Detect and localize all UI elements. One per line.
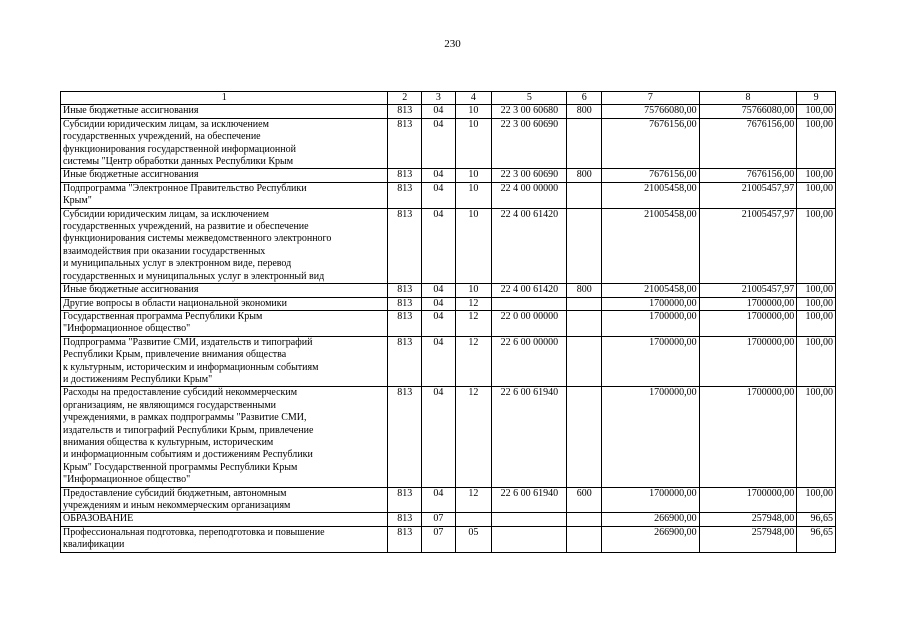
row-expense-type bbox=[567, 526, 602, 552]
row-executed-amount: 7676156,00 bbox=[699, 169, 797, 182]
row-percent: 100,00 bbox=[797, 336, 836, 387]
row-subsection: 10 bbox=[455, 105, 492, 118]
row-expense-type bbox=[567, 297, 602, 310]
row-executed-amount: 21005457,97 bbox=[699, 208, 797, 283]
row-executed-amount: 1700000,00 bbox=[699, 310, 797, 336]
row-percent: 100,00 bbox=[797, 387, 836, 487]
row-subsection: 10 bbox=[455, 182, 492, 208]
row-ministry-code: 813 bbox=[388, 526, 422, 552]
row-executed-amount: 1700000,00 bbox=[699, 336, 797, 387]
row-section: 04 bbox=[422, 336, 456, 387]
row-target-article bbox=[492, 526, 567, 552]
row-planned-amount: 7676156,00 bbox=[602, 169, 700, 182]
row-expense-type bbox=[567, 513, 602, 526]
row-percent: 100,00 bbox=[797, 118, 836, 169]
row-ministry-code: 813 bbox=[388, 336, 422, 387]
row-description: Подпрограмма "Электронное Правительство Республики Крым" bbox=[61, 182, 388, 208]
row-ministry-code: 813 bbox=[388, 487, 422, 513]
row-ministry-code: 813 bbox=[388, 105, 422, 118]
row-expense-type bbox=[567, 336, 602, 387]
row-executed-amount: 7676156,00 bbox=[699, 118, 797, 169]
row-planned-amount: 266900,00 bbox=[602, 513, 700, 526]
header-cell: 5 bbox=[492, 92, 567, 105]
header-cell: 3 bbox=[422, 92, 456, 105]
row-section: 04 bbox=[422, 487, 456, 513]
row-description: Субсидии юридическим лицам, за исключением государственных учреждений, на развитие и обеспечение функционирования системы межведомственного электронного взаимодействия при оказании государственных и муниципальных услуг в электронном виде, перевод государственных и муниципальных услуг в электронный вид bbox=[61, 208, 388, 283]
row-percent: 100,00 bbox=[797, 310, 836, 336]
table-row bbox=[61, 487, 836, 513]
row-executed-amount: 75766080,00 bbox=[699, 105, 797, 118]
row-expense-type: 600 bbox=[567, 487, 602, 513]
table-row bbox=[61, 118, 836, 169]
row-description: Субсидии юридическим лицам, за исключением государственных учреждений, на обеспечение функционирования государственной информационной системы "Центр обработки данных Республики Крым bbox=[61, 118, 388, 169]
table-row bbox=[61, 169, 836, 182]
row-planned-amount: 1700000,00 bbox=[602, 310, 700, 336]
table-row bbox=[61, 297, 836, 310]
row-executed-amount: 1700000,00 bbox=[699, 387, 797, 487]
row-percent: 100,00 bbox=[797, 182, 836, 208]
row-subsection: 10 bbox=[455, 169, 492, 182]
row-target-article: 22 3 00 60680 bbox=[492, 105, 567, 118]
row-section: 04 bbox=[422, 105, 456, 118]
row-ministry-code: 813 bbox=[388, 169, 422, 182]
header-cell: 2 bbox=[388, 92, 422, 105]
table-row bbox=[61, 208, 836, 283]
row-section: 07 bbox=[422, 513, 456, 526]
row-target-article bbox=[492, 297, 567, 310]
row-subsection: 10 bbox=[455, 208, 492, 283]
row-planned-amount: 75766080,00 bbox=[602, 105, 700, 118]
row-target-article bbox=[492, 513, 567, 526]
row-section: 04 bbox=[422, 284, 456, 297]
row-ministry-code: 813 bbox=[388, 513, 422, 526]
row-executed-amount: 257948,00 bbox=[699, 526, 797, 552]
header-cell: 6 bbox=[567, 92, 602, 105]
row-expense-type: 800 bbox=[567, 284, 602, 297]
row-ministry-code: 813 bbox=[388, 284, 422, 297]
row-percent: 100,00 bbox=[797, 297, 836, 310]
row-ministry-code: 813 bbox=[388, 387, 422, 487]
row-expense-type bbox=[567, 182, 602, 208]
row-subsection: 12 bbox=[455, 387, 492, 487]
row-planned-amount: 1700000,00 bbox=[602, 336, 700, 387]
row-description: Иные бюджетные ассигнования bbox=[61, 284, 388, 297]
row-section: 04 bbox=[422, 182, 456, 208]
table-row bbox=[61, 310, 836, 336]
row-expense-type bbox=[567, 118, 602, 169]
row-subsection: 12 bbox=[455, 310, 492, 336]
row-percent: 96,65 bbox=[797, 526, 836, 552]
row-section: 04 bbox=[422, 387, 456, 487]
header-cell: 9 bbox=[797, 92, 836, 105]
row-subsection: 12 bbox=[455, 487, 492, 513]
row-expense-type bbox=[567, 208, 602, 283]
row-planned-amount: 21005458,00 bbox=[602, 182, 700, 208]
header-cell: 7 bbox=[602, 92, 700, 105]
row-section: 04 bbox=[422, 310, 456, 336]
row-planned-amount: 21005458,00 bbox=[602, 208, 700, 283]
table-row bbox=[61, 105, 836, 118]
row-executed-amount: 257948,00 bbox=[699, 513, 797, 526]
row-description: Предоставление субсидий бюджетным, автономным учреждениям и иным некоммерческим организациям bbox=[61, 487, 388, 513]
row-subsection: 05 bbox=[455, 526, 492, 552]
header-cell: 4 bbox=[455, 92, 492, 105]
row-section: 04 bbox=[422, 208, 456, 283]
table-row bbox=[61, 387, 836, 487]
row-target-article: 22 6 00 00000 bbox=[492, 336, 567, 387]
row-subsection: 10 bbox=[455, 118, 492, 169]
budget-table bbox=[60, 91, 836, 553]
row-section: 04 bbox=[422, 118, 456, 169]
row-subsection: 12 bbox=[455, 336, 492, 387]
row-target-article: 22 3 00 60690 bbox=[492, 169, 567, 182]
row-executed-amount: 1700000,00 bbox=[699, 297, 797, 310]
row-subsection bbox=[455, 513, 492, 526]
row-executed-amount: 1700000,00 bbox=[699, 487, 797, 513]
row-expense-type: 800 bbox=[567, 105, 602, 118]
row-section: 07 bbox=[422, 526, 456, 552]
row-target-article: 22 3 00 60690 bbox=[492, 118, 567, 169]
row-subsection: 12 bbox=[455, 297, 492, 310]
row-description: Иные бюджетные ассигнования bbox=[61, 105, 388, 118]
row-planned-amount: 266900,00 bbox=[602, 526, 700, 552]
row-section: 04 bbox=[422, 169, 456, 182]
row-percent: 100,00 bbox=[797, 169, 836, 182]
row-expense-type bbox=[567, 387, 602, 487]
row-percent: 96,65 bbox=[797, 513, 836, 526]
row-target-article: 22 4 00 00000 bbox=[492, 182, 567, 208]
row-planned-amount: 21005458,00 bbox=[602, 284, 700, 297]
row-percent: 100,00 bbox=[797, 105, 836, 118]
header-cell: 8 bbox=[699, 92, 797, 105]
row-ministry-code: 813 bbox=[388, 118, 422, 169]
row-target-article: 22 4 00 61420 bbox=[492, 284, 567, 297]
row-percent: 100,00 bbox=[797, 284, 836, 297]
row-description: Иные бюджетные ассигнования bbox=[61, 169, 388, 182]
table-row bbox=[61, 513, 836, 526]
row-target-article: 22 6 00 61940 bbox=[492, 487, 567, 513]
row-target-article: 22 4 00 61420 bbox=[492, 208, 567, 283]
row-ministry-code: 813 bbox=[388, 310, 422, 336]
row-description: Профессиональная подготовка, переподготовка и повышение квалификации bbox=[61, 526, 388, 552]
row-ministry-code: 813 bbox=[388, 182, 422, 208]
row-description: Расходы на предоставление субсидий некоммерческим организациям, не являющимся государственными учреждениями, в рамках подпрограммы "Развитие СМИ, издательств и типографий Республики Крым, привлечение внимания общества к культурным, историческим и информационным событиям и достижениям Республики Крым" Государственной программы Республики Крым "Информационное общество" bbox=[61, 387, 388, 487]
page-number: 230 bbox=[444, 38, 461, 50]
row-description: ОБРАЗОВАНИЕ bbox=[61, 513, 388, 526]
row-description: Подпрограмма "Развитие СМИ, издательств и типографий Республики Крым, привлечение внимания общества к культурным, историческим и информационным событиям и достижениям Республики Крым" bbox=[61, 336, 388, 387]
row-percent: 100,00 bbox=[797, 208, 836, 283]
row-planned-amount: 1700000,00 bbox=[602, 387, 700, 487]
row-ministry-code: 813 bbox=[388, 297, 422, 310]
row-ministry-code: 813 bbox=[388, 208, 422, 283]
row-planned-amount: 7676156,00 bbox=[602, 118, 700, 169]
row-section: 04 bbox=[422, 297, 456, 310]
table-row bbox=[61, 284, 836, 297]
row-executed-amount: 21005457,97 bbox=[699, 182, 797, 208]
row-description: Государственная программа Республики Крым "Информационное общество" bbox=[61, 310, 388, 336]
row-subsection: 10 bbox=[455, 284, 492, 297]
row-planned-amount: 1700000,00 bbox=[602, 297, 700, 310]
row-planned-amount: 1700000,00 bbox=[602, 487, 700, 513]
header-cell: 1 bbox=[61, 92, 388, 105]
table-row bbox=[61, 526, 836, 552]
row-target-article: 22 6 00 61940 bbox=[492, 387, 567, 487]
row-target-article: 22 0 00 00000 bbox=[492, 310, 567, 336]
row-expense-type bbox=[567, 310, 602, 336]
table-row bbox=[61, 182, 836, 208]
row-description: Другие вопросы в области национальной экономики bbox=[61, 297, 388, 310]
row-percent: 100,00 bbox=[797, 487, 836, 513]
table-row bbox=[61, 336, 836, 387]
row-executed-amount: 21005457,97 bbox=[699, 284, 797, 297]
row-expense-type: 800 bbox=[567, 169, 602, 182]
table-header-row bbox=[61, 92, 836, 105]
